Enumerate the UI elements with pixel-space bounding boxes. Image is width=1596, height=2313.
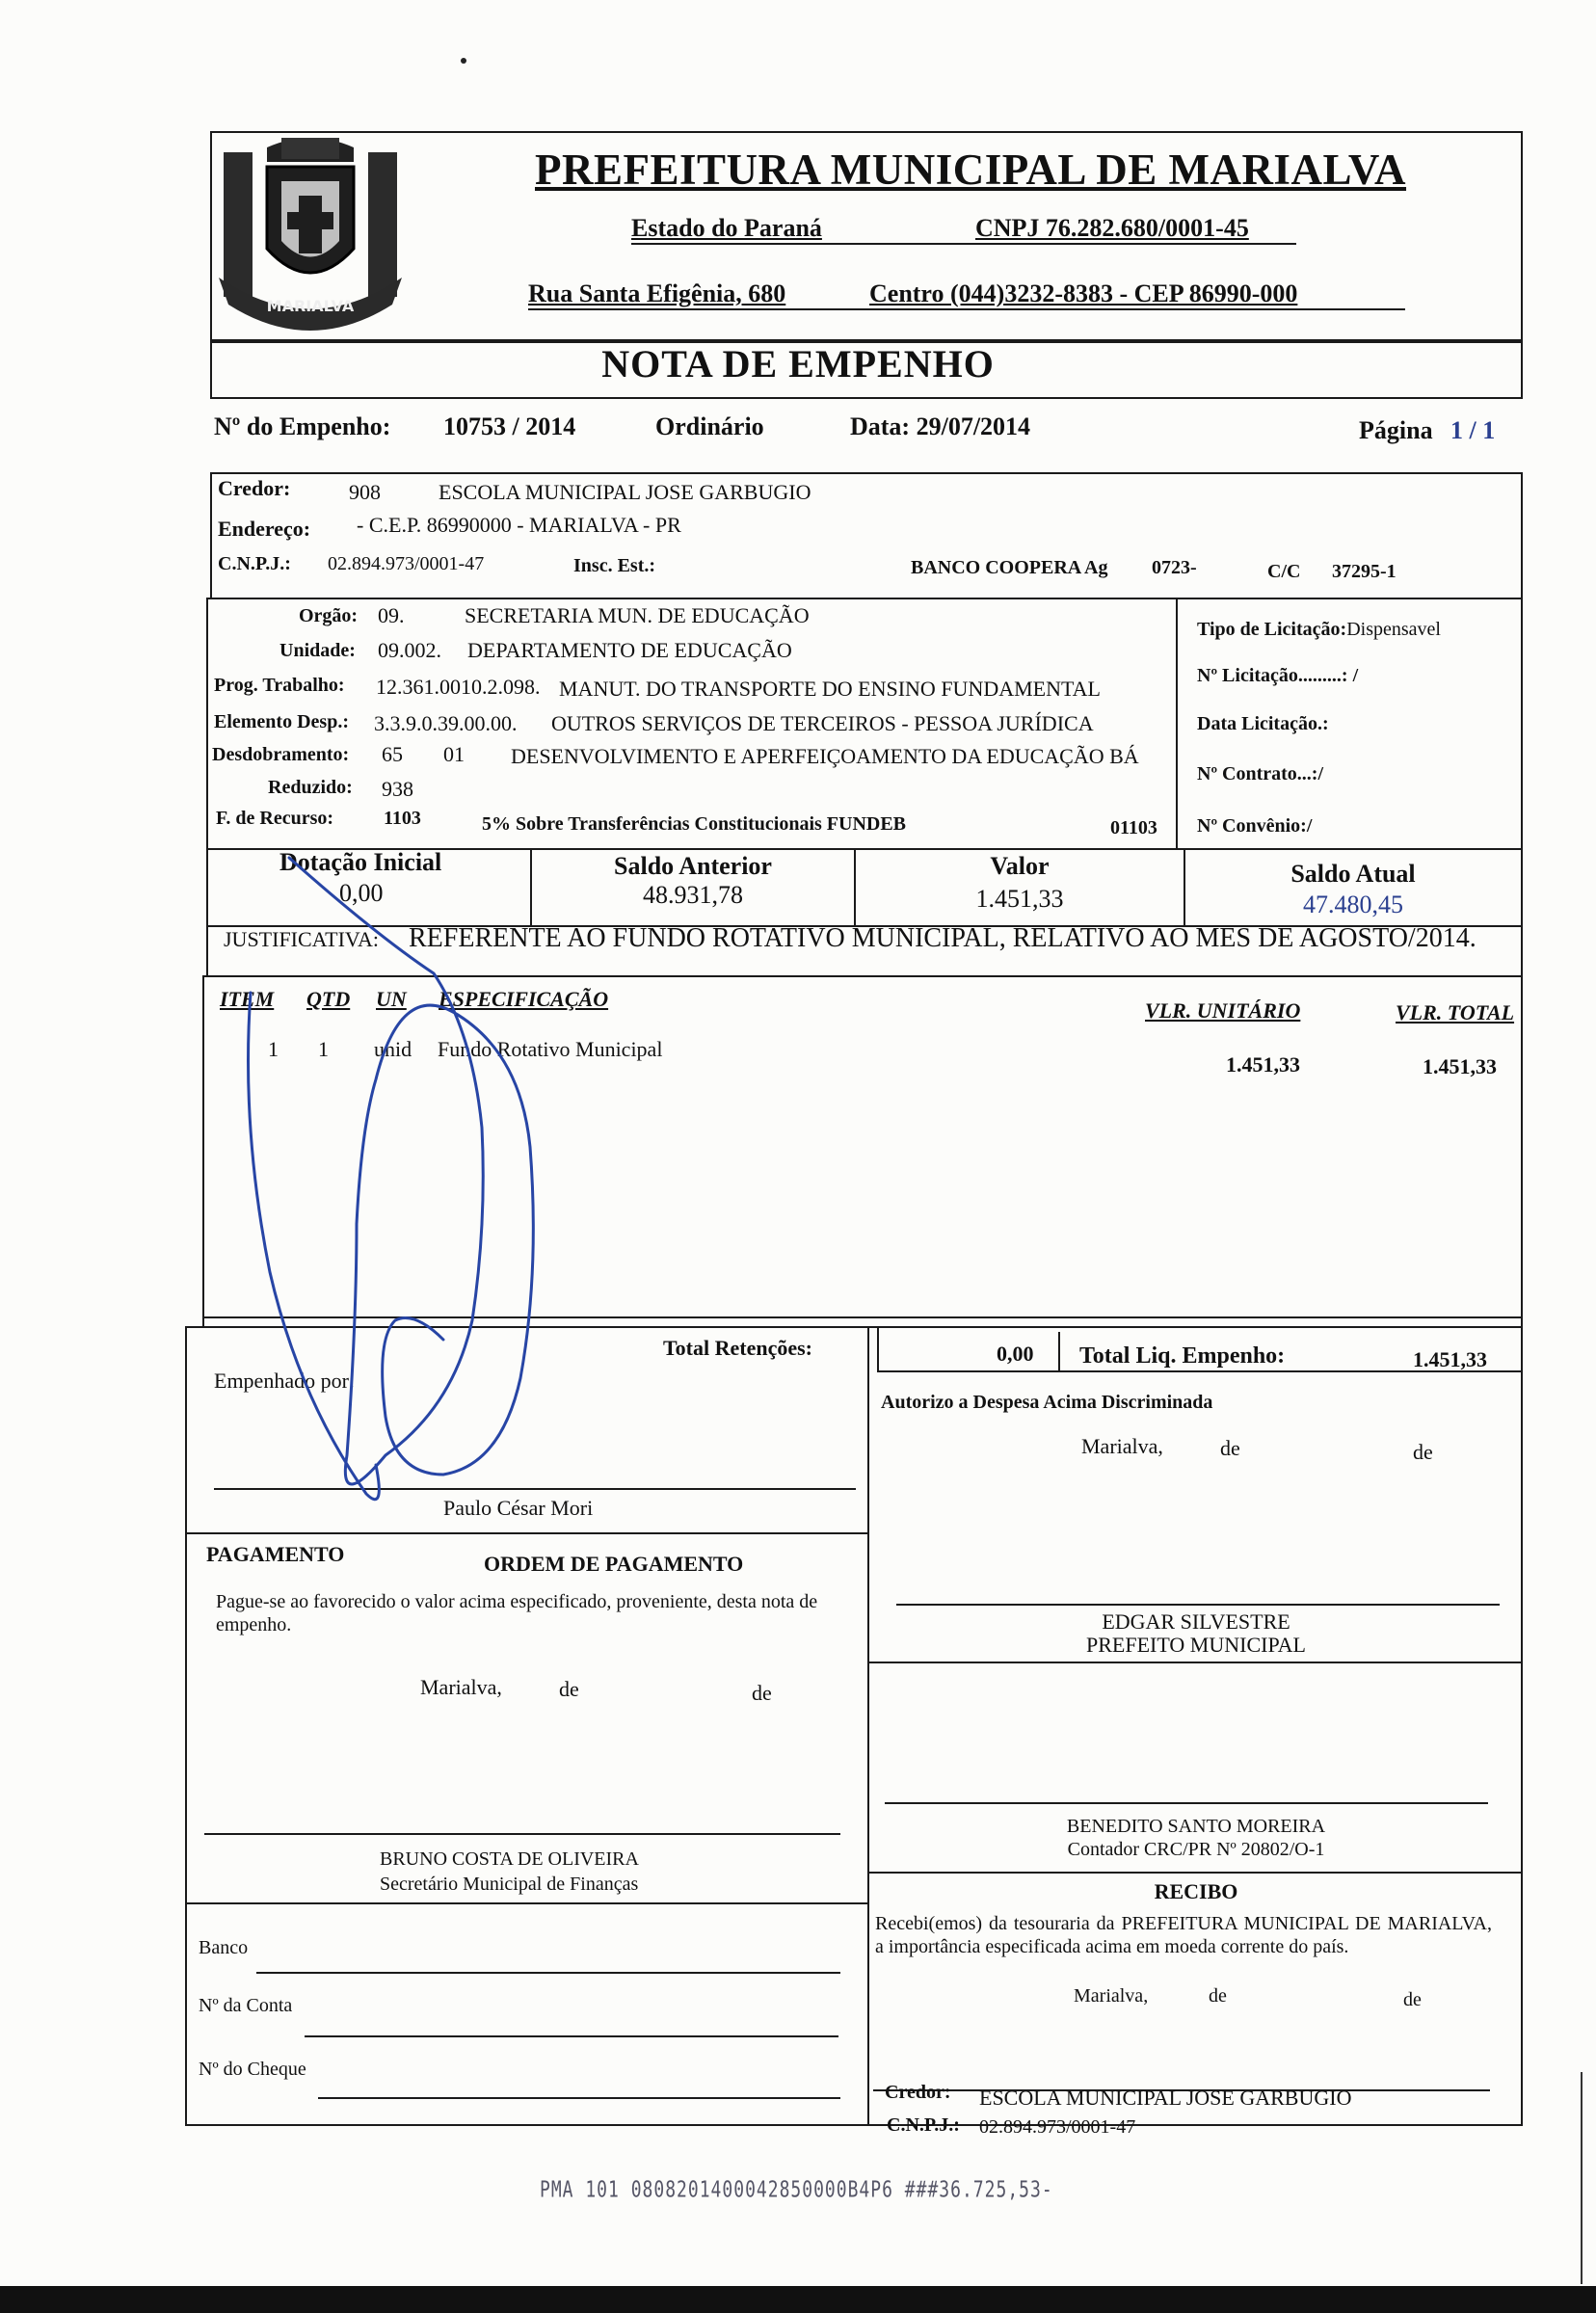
- total-retencoes-label: Total Retenções:: [663, 1336, 812, 1360]
- empenho-number: 10753 / 2014: [443, 412, 576, 440]
- conta-field-label: Nº da Conta: [199, 1995, 293, 2016]
- recibo-credor-name: ESCOLA MUNICIPAL JOSE GARBUGIO: [979, 2086, 1352, 2110]
- valor-label: Valor: [990, 852, 1050, 880]
- fonte-name: 5% Sobre Transferências Constitucionais FUNDEB: [482, 813, 907, 835]
- state-label: Estado do Paraná: [631, 214, 822, 242]
- unidade-name: DEPARTAMENTO DE EDUCAÇÃO: [467, 638, 792, 662]
- banco-field-line: [256, 1972, 840, 1974]
- col-un: UN: [376, 987, 407, 1011]
- desdobramento-name: DESENVOLVIMENTO E APERFEIÇOAMENTO DA EDUCAÇÃO BÁ: [511, 744, 1139, 768]
- valor-value: 1.451,33: [975, 885, 1064, 913]
- col-vlr-total: VLR. TOTAL: [1396, 1000, 1515, 1024]
- endereco-value: - C.E.P. 86990000 - MARIALVA - PR: [357, 513, 681, 537]
- empenho-type: Ordinário: [655, 412, 764, 440]
- tipo-licitacao-label-text: Tipo de Licitação:: [1197, 619, 1347, 640]
- contador-bottom: [867, 1872, 1523, 1874]
- desdobramento-label: Desdobramento:: [212, 744, 350, 765]
- address-underline: [528, 308, 1405, 310]
- prog-label: Prog. Trabalho:: [214, 675, 345, 696]
- pagamento-text: Pague-se ao favorecido o valor acima especificado, proveniente, desta nota de empenho.: [216, 1591, 818, 1635]
- secretario-bottom: [187, 1902, 867, 1904]
- pagamento-city: Marialva,: [420, 1675, 502, 1699]
- justificativa-label: JUSTIFICATIVA:: [224, 927, 379, 951]
- col-vlr-unitario: VLR. UNITÁRIO: [1145, 998, 1301, 1023]
- row-item: 1: [268, 1037, 279, 1061]
- autorizo-label: Autorizo a Despesa Acima Discriminada: [881, 1392, 1213, 1413]
- dotacao-inicial-value: 0,00: [339, 879, 384, 907]
- row-vlr-total: 1.451,33: [1423, 1054, 1497, 1078]
- row-especificacao: Fundo Rotativo Municipal: [438, 1037, 663, 1061]
- row-un: unid: [374, 1037, 412, 1061]
- col-item: ITEM: [220, 987, 275, 1011]
- recibo-de2: de: [1403, 1989, 1422, 2010]
- insc-label: Insc. Est.:: [573, 555, 656, 576]
- credor-name: ESCOLA MUNICIPAL JOSE GARBUGIO: [439, 480, 811, 504]
- elemento-label: Elemento Desp.:: [214, 711, 349, 732]
- pagamento-de2: de: [752, 1681, 772, 1705]
- empenhado-label: Empenhado por:: [214, 1369, 356, 1393]
- address-label: Rua Santa Efigênia, 680: [528, 279, 786, 307]
- row-qtd: 1: [318, 1037, 329, 1061]
- reduzido-code: 938: [382, 777, 413, 801]
- orgao-name: SECRETARIA MUN. DE EDUCAÇÃO: [465, 603, 810, 627]
- data-licitacao-label: Data Licitação.:: [1197, 713, 1329, 734]
- seal-banner-text: MARIALVA: [266, 297, 355, 315]
- num-licitacao-label: Nº Licitação.........: /: [1197, 665, 1359, 686]
- saldo-anterior-label: Saldo Anterior: [614, 852, 772, 880]
- total-retencoes-value: 0,00: [997, 1342, 1034, 1366]
- cheque-field-label: Nº do Cheque: [199, 2059, 306, 2080]
- unidade-label: Unidade:: [279, 640, 356, 661]
- page-label: Página: [1359, 416, 1433, 444]
- contador-name: BENEDITO SANTO MOREIRA: [1066, 1816, 1326, 1837]
- cheque-field-line: [318, 2097, 840, 2099]
- state-underline: [631, 243, 1296, 245]
- convenio-label: Nº Convênio:/: [1197, 815, 1313, 837]
- justificativa-text: REFERENTE AO FUNDO ROTATIVO MUNICIPAL, RELATIVO AO MES DE AGOSTO/2014.: [409, 923, 1476, 953]
- conta-field-line: [305, 2035, 838, 2037]
- credor-label: Credor:: [218, 476, 291, 500]
- prefeito-signature-line: [896, 1604, 1500, 1606]
- fonte-label: F. de Recurso:: [216, 808, 334, 829]
- municipal-seal: [214, 133, 407, 335]
- prog-code: 12.361.0010.2.098.: [376, 675, 541, 699]
- signature-scribble: [231, 838, 675, 1532]
- scan-right-edge: [1581, 2072, 1583, 2284]
- elemento-name: OUTROS SERVIÇOS DE TERCEIROS - PESSOA JURÍDICA: [551, 711, 1094, 735]
- fonte-number: 01103: [1110, 817, 1157, 838]
- page-number: 1 / 1: [1450, 416, 1496, 444]
- scan-bottom-band: [0, 2286, 1596, 2313]
- page-title: PREFEITURA MUNICIPAL DE MARIALVA: [535, 146, 1407, 194]
- col-especificacao: ESPECIFICAÇÃO: [439, 987, 609, 1011]
- contador-signature-line: [885, 1802, 1488, 1804]
- recibo-label: RECIBO: [1154, 1879, 1238, 1903]
- cnpj-credor-label: C.N.P.J.:: [218, 553, 291, 574]
- total-liq-label: Total Liq. Empenho:: [1079, 1343, 1286, 1369]
- endereco-label: Endereço:: [218, 517, 311, 541]
- ordem-pagamento-label: ORDEM DE PAGAMENTO: [484, 1552, 744, 1576]
- recibo-city: Marialva,: [1074, 1985, 1149, 2007]
- contact-label: Centro (044)3232-8383 - CEP 86990-000: [869, 279, 1298, 307]
- empenho-number-label: Nº do Empenho:: [214, 412, 391, 440]
- fonte-code: 1103: [384, 808, 421, 829]
- recibo-cnpj-label: C.N.P.J.:: [887, 2114, 960, 2136]
- recibo-text: Recebi(emos) da tesouraria da PREFEITURA MUNICIPAL DE MARIALVA, a importância especificada acima em moeda corrente do país.: [875, 1913, 1492, 1957]
- cnpj-credor-value: 02.894.973/0001-47: [328, 553, 485, 574]
- footer-code: PMA 101 0808201400042850000B4P6 ###36.725,53-: [540, 2176, 1053, 2204]
- prefeito-bottom: [867, 1662, 1523, 1663]
- prog-name: MANUT. DO TRANSPORTE DO ENSINO FUNDAMENTAL: [559, 677, 1101, 701]
- reduzido-label: Reduzido:: [268, 777, 353, 798]
- lower-vertical-divider: [867, 1328, 869, 2124]
- scan-mark: [461, 58, 466, 64]
- autorizo-de1: de: [1220, 1436, 1240, 1460]
- total-liq-value: 1.451,33: [1413, 1347, 1487, 1371]
- dotacao-inicial-label: Dotação Inicial: [279, 848, 442, 876]
- tipo-licitacao-value: Dispensavel: [1346, 619, 1441, 640]
- tipo-licitacao-label: [1197, 619, 1441, 641]
- cc-value: 37295-1: [1332, 561, 1396, 582]
- dotacao-divider: [1176, 599, 1178, 850]
- saldo-anterior-value: 48.931,78: [643, 881, 743, 909]
- orgao-label: Orgão:: [299, 605, 359, 626]
- recibo-credor-label: Credor:: [885, 2082, 951, 2103]
- pagamento-de1: de: [559, 1677, 579, 1701]
- banco-name: BANCO COOPERA Ag: [911, 557, 1108, 578]
- prefeito-role: PREFEITO MUNICIPAL: [1086, 1633, 1306, 1657]
- orgao-code: 09.: [378, 603, 405, 627]
- recibo-de1: de: [1209, 1985, 1227, 2007]
- cc-label: C/C: [1267, 561, 1301, 582]
- row-vlr-unitario: 1.451,33: [1226, 1052, 1300, 1077]
- autorizo-city: Marialva,: [1081, 1434, 1163, 1458]
- pagamento-label: PAGAMENTO: [206, 1542, 345, 1566]
- empenhado-bottom: [187, 1532, 867, 1534]
- secretario-signature-line: [204, 1833, 840, 1835]
- coat-of-arms-icon: [214, 133, 407, 335]
- saldo-atual-value: 47.480,45: [1303, 891, 1403, 918]
- secretario-name: BRUNO COSTA DE OLIVEIRA: [380, 1848, 639, 1870]
- elemento-code: 3.3.9.0.39.00.00.: [374, 711, 518, 735]
- contrato-label: Nº Contrato...:/: [1197, 763, 1324, 784]
- saldo-atual-label: Saldo Atual: [1290, 860, 1416, 888]
- credor-code: 908: [349, 480, 381, 504]
- secretario-role: Secretário Municipal de Finanças: [380, 1874, 639, 1895]
- desdobramento-code: 65: [382, 742, 403, 766]
- doc-title: NOTA DE EMPENHO: [601, 342, 995, 386]
- recibo-cnpj: 02.894.973/0001-47: [979, 2116, 1136, 2138]
- empenho-date: Data: 29/07/2014: [850, 412, 1031, 440]
- empenhado-name: Paulo César Mori: [443, 1496, 594, 1520]
- col-qtd: QTD: [306, 987, 351, 1011]
- autorizo-de2: de: [1413, 1440, 1433, 1464]
- contador-role: Contador CRC/PR Nº 20802/O-1: [1067, 1839, 1325, 1860]
- desdobramento-sub: 01: [443, 742, 465, 766]
- prefeito-name: EDGAR SILVESTRE: [1102, 1609, 1290, 1634]
- banco-agencia: 0723-: [1152, 557, 1197, 578]
- cnpj-label: CNPJ 76.282.680/0001-45: [975, 214, 1249, 242]
- banco-field-label: Banco: [199, 1937, 249, 1958]
- unidade-code: 09.002.: [378, 638, 441, 662]
